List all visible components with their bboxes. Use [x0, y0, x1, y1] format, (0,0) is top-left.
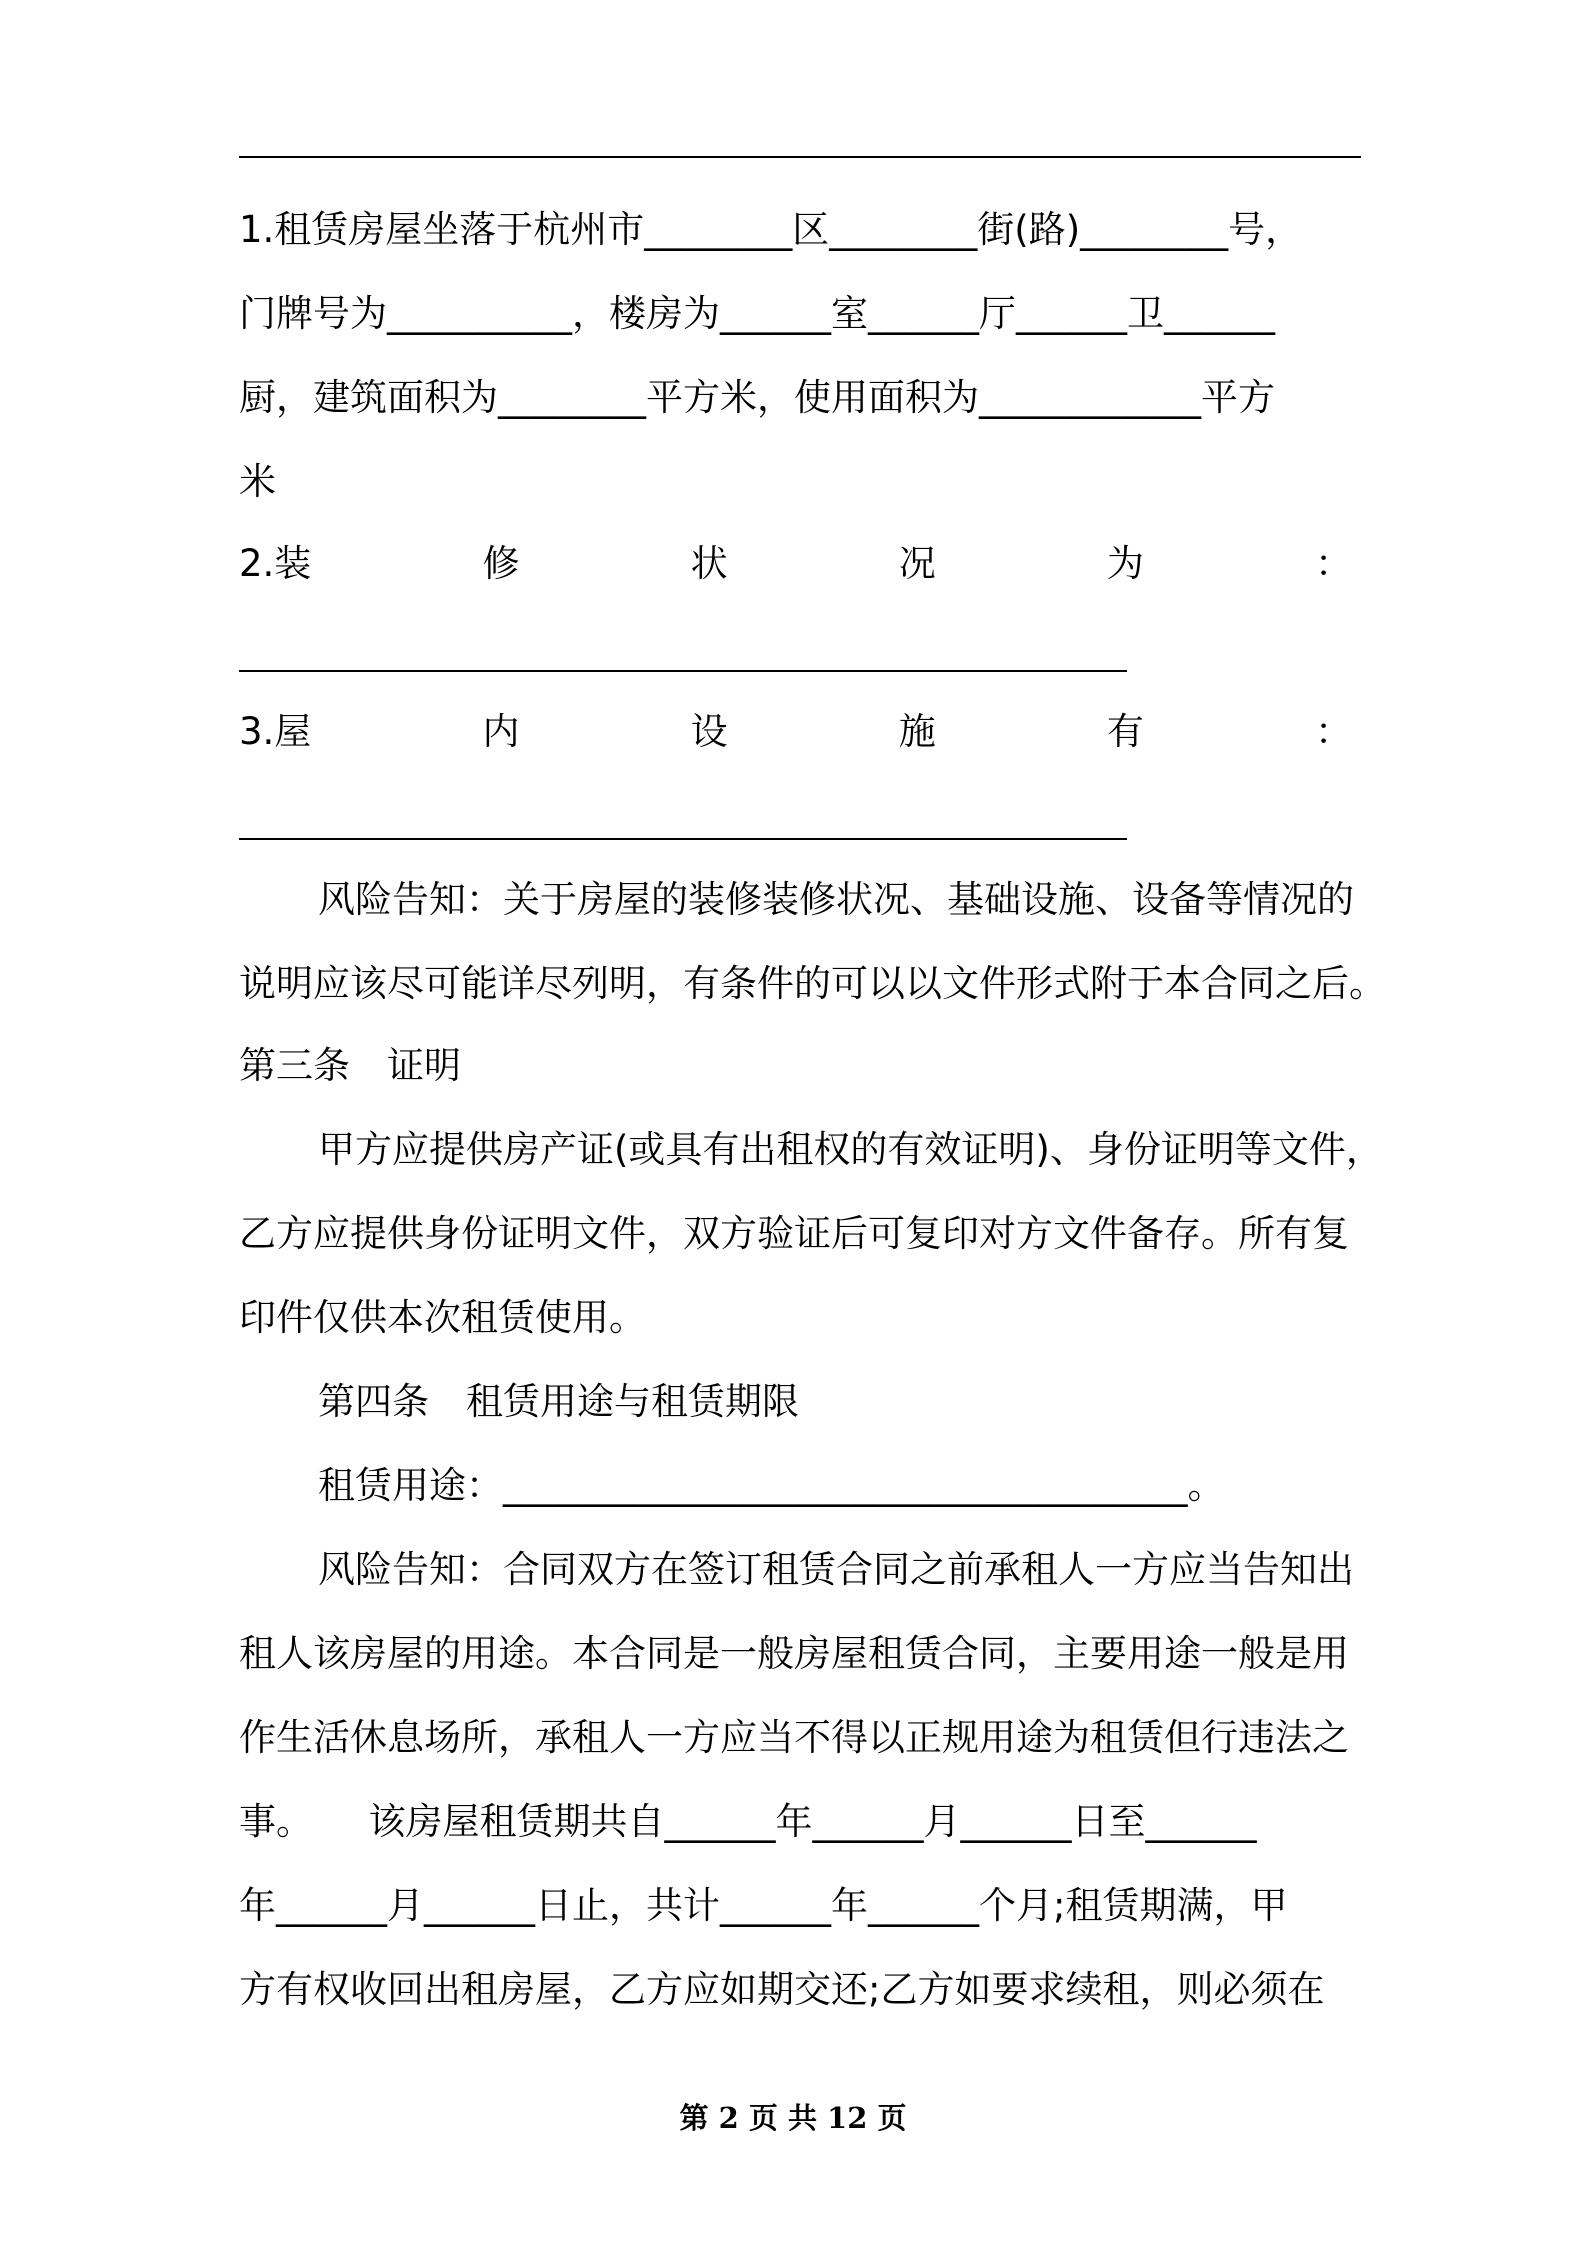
risk-notice-1-line-2: 说明应该尽可能详尽列明，有条件的可以以文件形式附于本合同之后。 — [239, 962, 1386, 1005]
lease-purpose-line: 租赁用途：_____________________________________。 — [318, 1464, 1225, 1507]
clause-1-line-1: 1.租赁房屋坐落于杭州市________区________街(路)________号， — [239, 208, 1303, 251]
risk-notice-2-line-2: 租人该房屋的用途。本合同是一般房屋租赁合同，主要用途一般是用 — [239, 1632, 1349, 1675]
page-number-footer: 第 2 页 共 12 页 — [679, 2101, 907, 2135]
risk-notice-1-line-1: 风险告知：关于房屋的装修装修状况、基础设施、设备等情况的 — [318, 878, 1354, 921]
article-3-line-2: 乙方应提供身份证明文件，双方验证后可复印对方文件备存。所有复 — [239, 1212, 1349, 1255]
lease-term-line-2: 年______月______日止，共计______年______个月;租赁期满，甲 — [239, 1884, 1288, 1927]
header-rule — [239, 156, 1361, 158]
article-4-heading: 第四条 租赁用途与租赁期限 — [318, 1380, 799, 1423]
article-3-heading: 第三条 证明 — [239, 1044, 461, 1087]
risk-notice-2-line-1: 风险告知：合同双方在签订租赁合同之前承租人一方应当告知出 — [318, 1548, 1354, 1591]
lease-term-line-1: 事。 该房屋租赁期共自______年______月______日至______ — [239, 1800, 1257, 1843]
clause-1-line-3: 厨，建筑面积为________平方米，使用面积为____________平方 — [239, 376, 1275, 419]
blank-line-facilities — [239, 838, 1127, 840]
risk-notice-2-line-3: 作生活休息场所，承租人一方应当不得以正规用途为租赁但行违法之 — [239, 1716, 1349, 1759]
lease-term-line-3: 方有权收回出租房屋，乙方应如期交还;乙方如要求续租，则必须在 — [239, 1968, 1325, 2011]
article-3-line-1: 甲方应提供房产证(或具有出租权的有效证明)、身份证明等文件， — [318, 1128, 1383, 1171]
item-2-decoration-status: 2.装 修 状 况 为 ： — [239, 542, 1352, 585]
article-3-line-3: 印件仅供本次租赁使用。 — [239, 1296, 646, 1339]
item-3-indoor-facilities: 3.屋 内 设 施 有 ： — [239, 710, 1352, 753]
blank-line-decoration — [239, 670, 1127, 672]
clause-1-line-2: 门牌号为__________，楼房为______室______厅______卫______ — [239, 292, 1275, 335]
clause-1-line-4: 米 — [239, 460, 276, 503]
